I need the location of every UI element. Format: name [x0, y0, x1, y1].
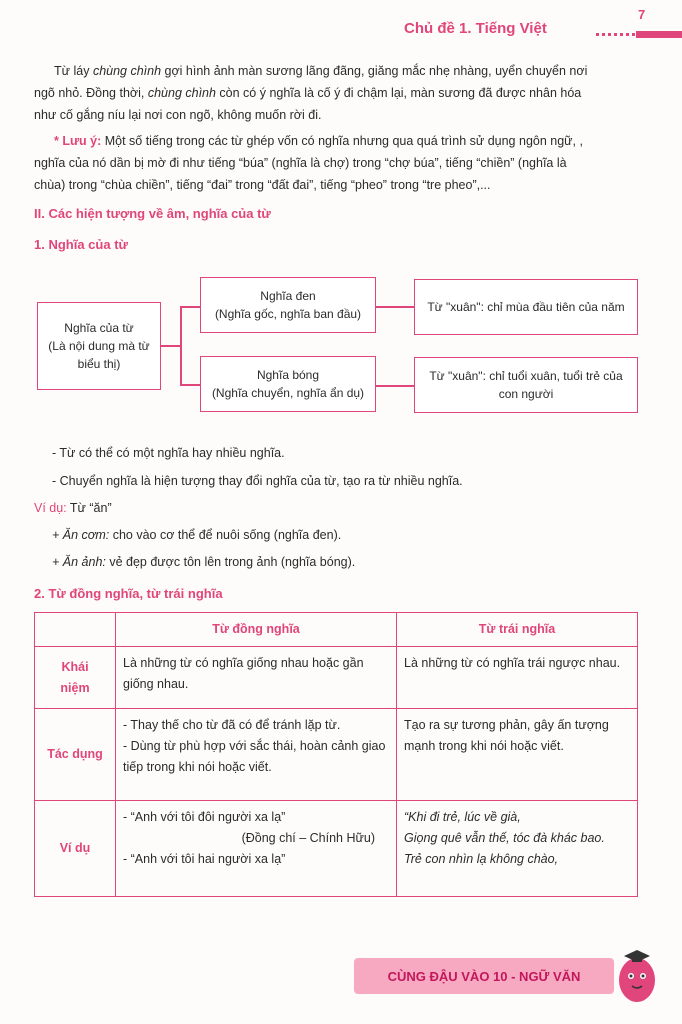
diagram-literal-desc: (Nghĩa gốc, nghĩa ban đầu): [214, 307, 362, 321]
diagram-example-text: Từ "xuân": chỉ tuổi xuân, tuổi trẻ của: [429, 369, 623, 383]
table-header-antonym: Từ trái nghĩa: [397, 613, 638, 647]
table-row-head: [35, 647, 116, 709]
example-item: [52, 526, 341, 544]
note-label: * Lưu ý:: [54, 134, 102, 148]
table-row-head: Tác dụng: [35, 709, 116, 801]
diagram-literal-title: Nghĩa đen: [260, 289, 316, 303]
diagram-literal-box: [200, 277, 376, 333]
example-term: + Ăn cơm:: [52, 528, 110, 542]
table-row: [35, 709, 638, 801]
subsection-heading-meaning: 1. Nghĩa của từ: [34, 237, 128, 252]
bullet-item: - Từ có thể có một nghĩa hay nhiều nghĩa.: [52, 446, 285, 460]
table-cell: Là những từ có nghĩa trái ngược nhau.: [397, 647, 638, 709]
row-head-text: niệm: [60, 680, 90, 695]
table-cell: Tạo ra sự tương phản, gây ấn tượng mạnh trong khi nói hoặc viết.: [397, 709, 638, 801]
diagram-root-title: Nghĩa của từ: [64, 321, 134, 335]
row-head-text: Khái: [61, 659, 89, 674]
diagram-root-box: [37, 302, 161, 390]
table-cell: [116, 709, 397, 801]
diagram-connector: [180, 306, 182, 384]
cell-line: - “Anh với tôi hai người xa lạ”: [123, 852, 286, 866]
intro-paragraph: [34, 60, 638, 126]
cell-line: Trẻ con nhìn lạ không chào,: [404, 852, 559, 866]
diagram-connector: [376, 306, 414, 308]
table-row: [35, 647, 638, 709]
table-header-synonym: Từ đồng nghĩa: [116, 613, 397, 647]
diagram-connector: [161, 345, 181, 347]
intro-term: chùng chình: [147, 86, 216, 100]
intro-text: còn có ý nghĩa là cố ý đi chậm lại, màn sương đã được nhân hóa: [215, 86, 582, 100]
cell-line: “Khi đi trẻ, lúc về già,: [404, 810, 521, 824]
section-heading: II. Các hiện tượng về âm, nghĩa của từ: [34, 206, 271, 221]
intro-term: chùng chình: [92, 64, 162, 78]
diagram-figurative-title: Nghĩa bóng: [256, 368, 320, 382]
synonym-antonym-table: [34, 612, 638, 897]
bullet-item: - Chuyển nghĩa là hiện tượng thay đổi nghĩa của từ, tạo ra từ nhiều nghĩa.: [52, 474, 463, 488]
example-label: Ví dụ:: [34, 501, 67, 515]
table-corner-cell: [35, 613, 116, 647]
note-text: nghĩa của nó dần bị mờ đi như tiếng “búa” (nghĩa là chợ) trong “chợ búa”, tiếng “chiền” (nghĩa là: [34, 156, 567, 170]
example-line: [34, 499, 112, 517]
chapter-title: Chủ đề 1. Tiếng Việt: [404, 20, 547, 37]
cell-source: (Đồng chí – Chính Hữu): [241, 831, 375, 845]
example-item: [52, 553, 355, 571]
footer-banner: CÙNG ĐẬU VÀO 10 - NGỮ VĂN: [354, 958, 614, 994]
example-term: + Ăn ảnh:: [52, 555, 106, 569]
diagram-example-literal-box: [414, 279, 638, 335]
diagram-figurative-desc: (Nghĩa chuyển, nghĩa ẩn dụ): [211, 386, 365, 400]
diagram-root-desc: biểu thị): [77, 357, 121, 371]
example-text: vẻ đẹp được tôn lên trong ảnh (nghĩa bóng).: [105, 555, 356, 569]
intro-text: gợi hình ảnh màn sương lãng đãng, giăng mắc nhẹ nhàng, uyển chuyển nơi: [161, 64, 588, 78]
table-header-row: [35, 613, 638, 647]
cell-line: - Dùng từ phù hợp với sắc thái, hoàn cảnh giao tiếp trong khi nói hoặc viết.: [123, 739, 386, 774]
intro-text: ngõ nhỏ. Đồng thời,: [34, 86, 148, 100]
diagram-example-text: Từ "xuân": chỉ mùa đầu tiên của năm: [427, 300, 625, 314]
page-number: 7: [638, 7, 646, 22]
subsection-heading-synonyms: 2. Từ đồng nghĩa, từ trái nghĩa: [34, 586, 223, 601]
diagram-connector: [180, 384, 200, 386]
note-text: chùa) trong “chùa chiền”, tiếng “đai” trong “đất đai”, tiếng “pheo” trong “tre pheo”,...: [34, 178, 491, 192]
diagram-example-text: con người: [498, 387, 554, 401]
diagram-figurative-box: [200, 356, 376, 412]
mascot-icon: [612, 944, 662, 1004]
intro-text: Từ láy: [54, 64, 93, 78]
table-cell: Là những từ có nghĩa giống nhau hoặc gần giống nhau.: [116, 647, 397, 709]
cell-line: - Thay thế cho từ đã có để tránh lặp từ.: [123, 718, 341, 732]
diagram-root-desc: (Là nội dung mà từ: [48, 339, 150, 353]
table-cell: [397, 801, 638, 897]
table-row: [35, 801, 638, 897]
diagram-connector: [180, 306, 200, 308]
note-text: Một số tiếng trong các từ ghép vốn có nghĩa nhưng qua quá trình sử dụng ngôn ngữ, ,: [101, 134, 583, 148]
diagram-connector: [376, 385, 414, 387]
cell-line: Giọng quê vẫn thế, tóc đà khác bao.: [404, 831, 605, 845]
example-text: cho vào cơ thể để nuôi sống (nghĩa đen).: [109, 528, 342, 542]
example-word: Từ “ăn”: [66, 501, 112, 515]
header-dots-decoration: [596, 33, 636, 36]
cell-line: - “Anh với tôi đôi người xa lạ”: [123, 810, 286, 824]
table-cell: [116, 801, 397, 897]
diagram-example-figurative-box: [414, 357, 638, 413]
intro-text: như cố gắng níu lại nơi con ngõ, không muốn rời đi.: [34, 108, 322, 122]
header-bar-decoration: [636, 31, 682, 38]
table-row-head: Ví dụ: [35, 801, 116, 897]
note-paragraph: [34, 130, 638, 196]
